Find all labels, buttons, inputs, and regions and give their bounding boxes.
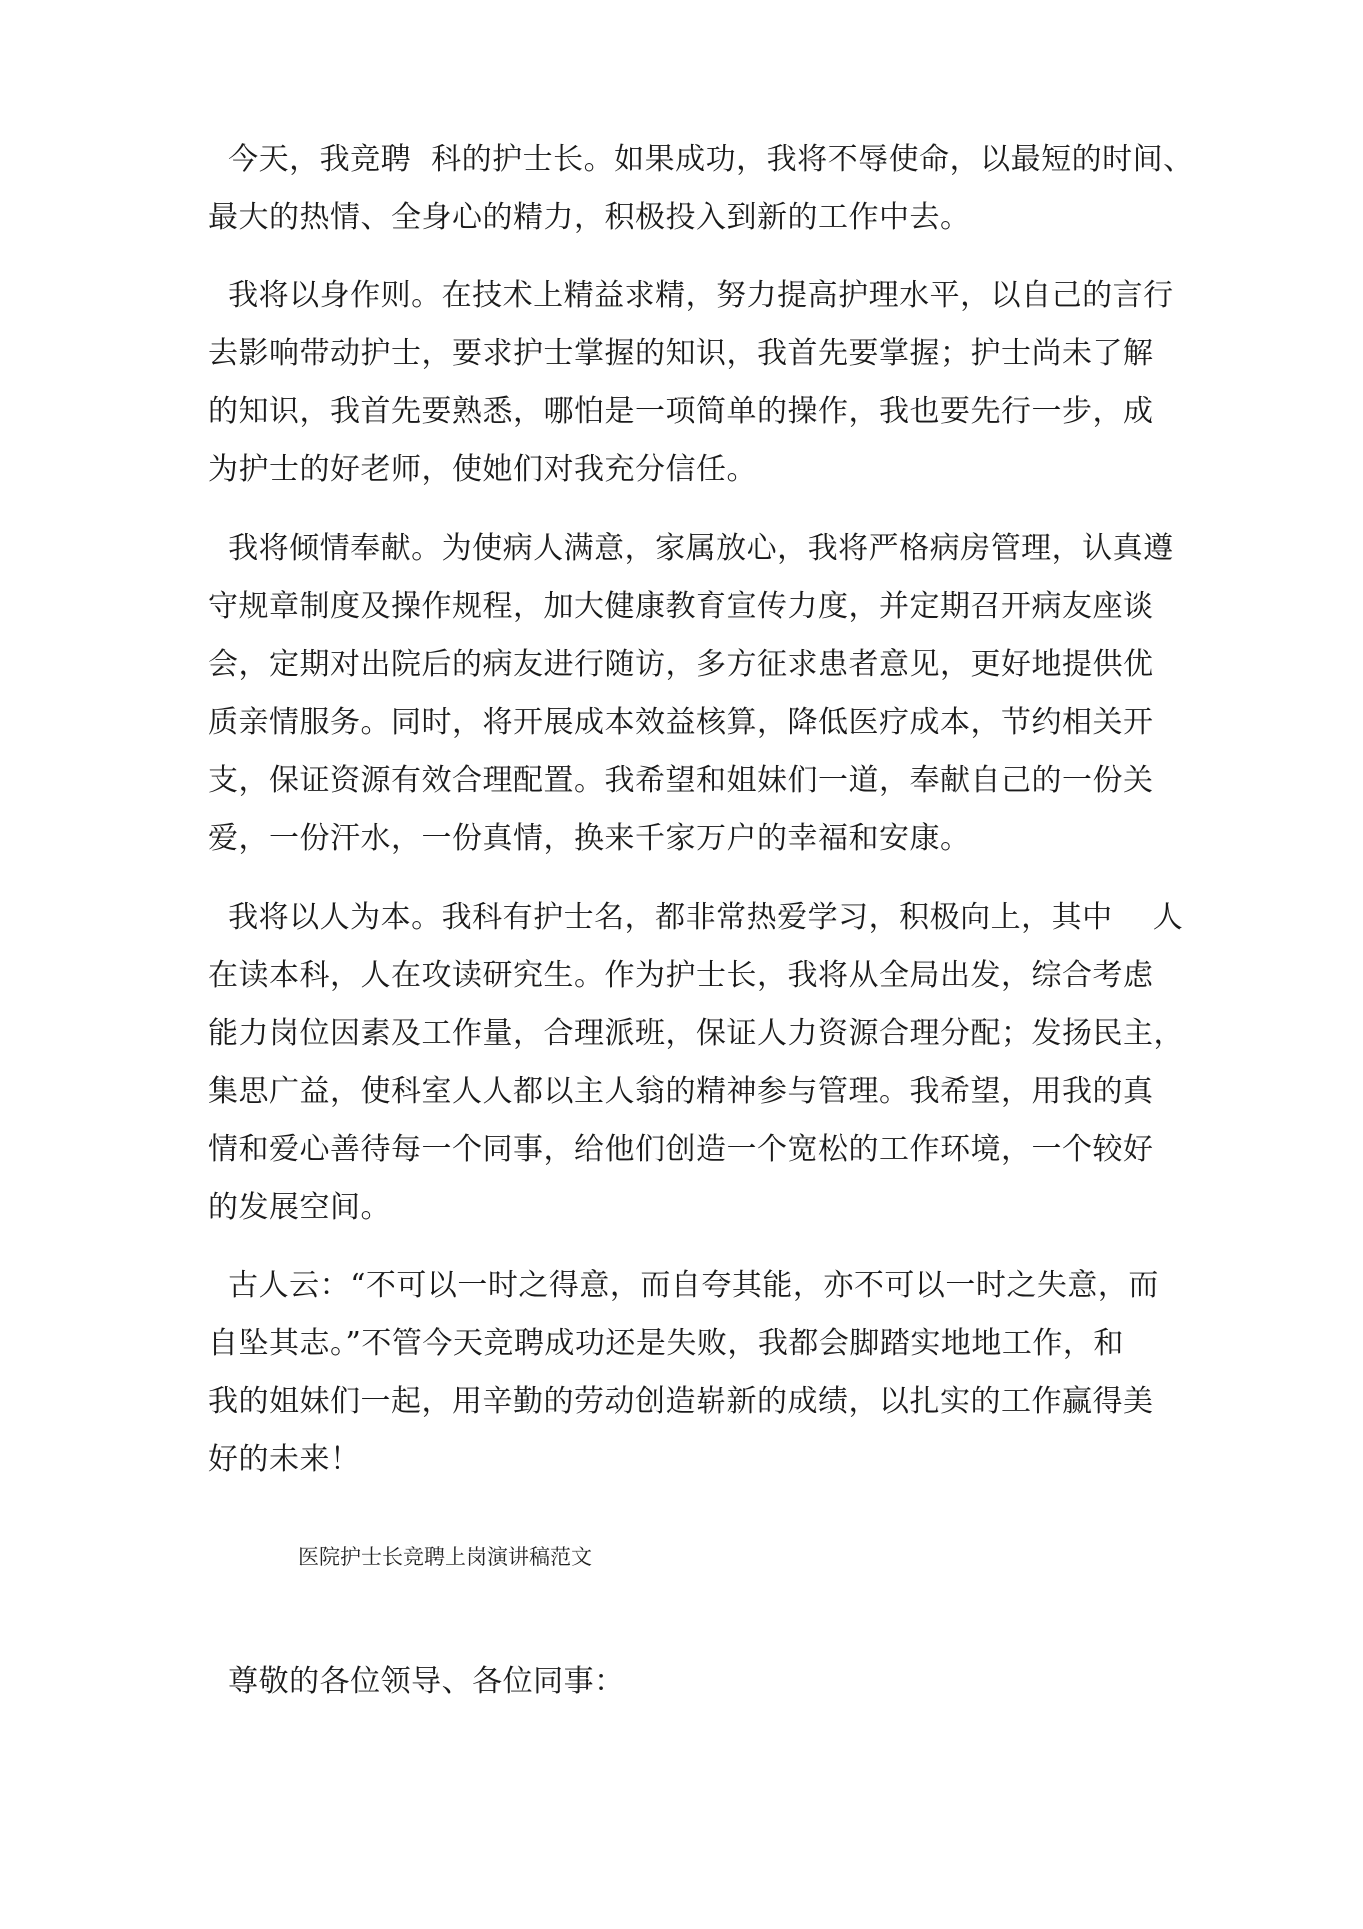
paragraph-4-line-6: 的发展空间。 [208,1190,391,1225]
paragraph-1-line-1: 今天，我竞聘 科的护士长。如果成功，我将不辱使命，以最短的时间、 [208,142,1194,177]
paragraph-3-line-2: 守规章制度及操作规程，加大健康教育宣传力度，并定期召开病友座谈 [208,589,1154,624]
paragraph-2-line-1: 我将以身作则。在技术上精益求精，努力提高护理水平，以自己的言行 [208,278,1174,313]
paragraph-5-line-3: 我的姐妹们一起，用辛勤的劳动创造崭新的成绩，以扎实的工作赢得美 [208,1384,1154,1419]
paragraph-2-line-2: 去影响带动护士，要求护士掌握的知识，我首先要掌握；护士尚未了解 [208,336,1154,371]
paragraph-1-line-2: 最大的热情、全身心的精力，积极投入到新的工作中去。 [208,200,971,235]
paragraph-3-line-5: 支，保证资源有效合理配置。我希望和姐妹们一道，奉献自己的一份关 [208,763,1154,798]
paragraph-4-line-1: 我将以人为本。我科有护士名，都非常热爱学习，积极向上，其中 人 [208,900,1184,935]
paragraph-5-line-4: 好的未来！ [208,1442,361,1477]
paragraph-3-line-3: 会，定期对出院后的病友进行随访，多方征求患者意见，更好地提供优 [208,647,1154,682]
paragraph-5-line-2: 自坠其志。”不管今天竞聘成功还是失败，我都会脚踏实地地工作，和 [208,1326,1124,1361]
paragraph-2-line-4: 为护士的好老师，使她们对我充分信任。 [208,452,757,487]
paragraph-3-line-4: 质亲情服务。同时，将开展成本效益核算，降低医疗成本，节约相关开 [208,705,1154,740]
paragraph-3-line-6: 爱，一份汗水，一份真情，换来千家万户的幸福和安康。 [208,821,971,856]
paragraph-5-line-1: 古人云：“不可以一时之得意，而自夸其能，亦不可以一时之失意，而 [208,1268,1159,1303]
paragraph-4-line-5: 情和爱心善待每一个同事，给他们创造一个宽松的工作环境，一个较好 [208,1132,1154,1167]
paragraph-4-line-4: 集思广益，使科室人人都以主人翁的精神参与管理。我希望，用我的真 [208,1074,1154,1109]
paragraph-3-line-1: 我将倾情奉献。为使病人满意，家属放心，我将严格病房管理，认真遵 [208,531,1174,566]
paragraph-4-line-2: 在读本科，人在攻读研究生。作为护士长，我将从全局出发，综合考虑 [208,958,1154,993]
next-article-title: 医院护士长竞聘上岗演讲稿范文 [298,1545,592,1569]
paragraph-2-line-3: 的知识，我首先要熟悉，哪怕是一项简单的操作，我也要先行一步，成 [208,394,1154,429]
paragraph-4-line-3: 能力岗位因素及工作量，合理派班，保证人力资源合理分配；发扬民主， [208,1016,1184,1051]
greeting-line: 尊敬的各位领导、各位同事： [208,1664,625,1699]
